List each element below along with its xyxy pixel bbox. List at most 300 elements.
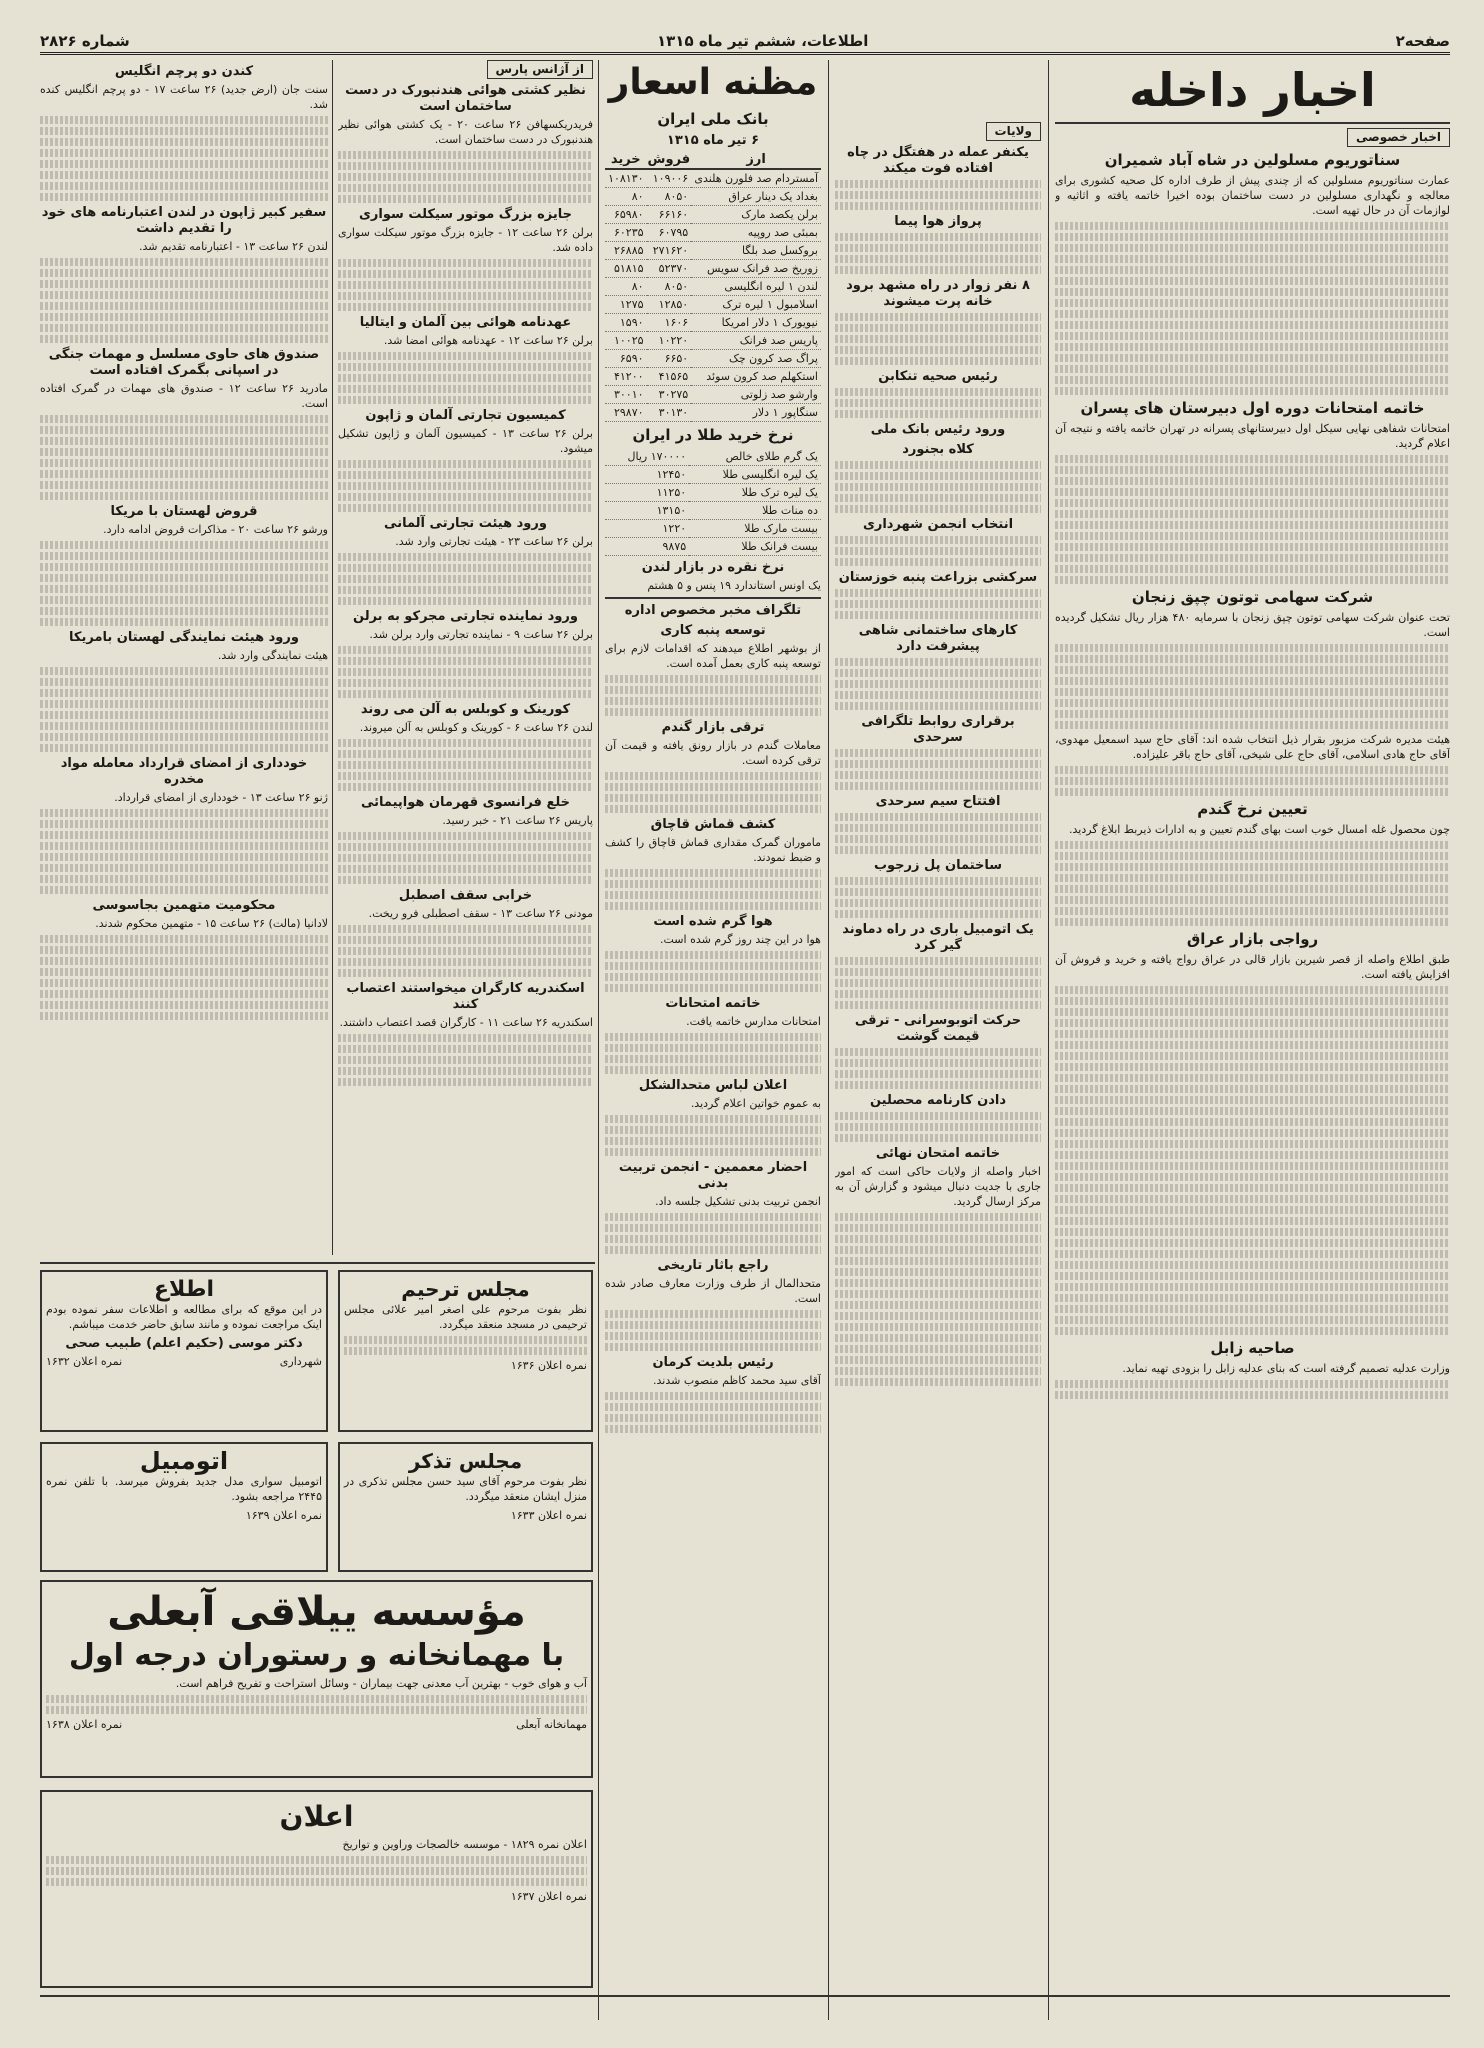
text-line [338, 1056, 593, 1064]
rate-cell: ۳۰۲۷۵ [647, 386, 692, 404]
rate-cell: آمستردام صد فلورن هلندی [691, 169, 821, 188]
telegram-headline: هوا گرم شده است [653, 914, 773, 929]
text-line [605, 1126, 821, 1134]
text-line [605, 1414, 821, 1422]
foreign-headline: خودداری از امضای قرارداد معامله مواد مخدره [60, 756, 308, 787]
memorial-title: مجلس تذکر [408, 1449, 523, 1473]
text-line [605, 1310, 821, 1318]
text-line [338, 958, 593, 966]
rate-row [605, 386, 821, 404]
prov-headline-5: ورود رئیس بانک ملی [870, 422, 1006, 437]
text-line [40, 864, 328, 872]
foreign-headline: قروض لهستان با مریکا [110, 504, 258, 519]
final-title: اعلان [279, 1800, 354, 1833]
telegrams-title: تلگراف مخبر مخصوص اداره [624, 603, 802, 618]
text-line [338, 772, 593, 780]
pars-tag: از آژانس پارس [487, 60, 593, 79]
text-line [338, 292, 593, 300]
pars-text: برلن ۲۶ ساعت ۱۲ - جایزه بزرگ موتور سیکلت سواری داده شد. [338, 226, 593, 254]
bottom-rule [40, 1995, 1450, 1997]
rate-cell: سنگاپور ۱ دلار [691, 404, 821, 422]
text-line [40, 596, 328, 604]
text-line [338, 281, 593, 289]
telegram-headline: اعلان لباس متحدالشکل [638, 1078, 788, 1093]
rate-cell: زوریخ صد فرانک سویس [691, 260, 821, 278]
headline-zabol: صاحیه زابل [1210, 1339, 1295, 1357]
gold-cell: ۱۲۲۰ [605, 520, 689, 538]
rate-cell: برلن یکصد مارک [691, 206, 821, 224]
rate-cell: ۶۰۷۹۵ [647, 224, 692, 242]
text-line [40, 711, 328, 719]
text-line [40, 280, 328, 288]
prov-headline-11: افتتاح سیم سرحدی [875, 794, 1001, 809]
text-line [40, 258, 328, 266]
text-line [40, 875, 328, 883]
text-line [338, 564, 593, 572]
text-line [605, 1055, 821, 1063]
masthead [40, 30, 1450, 55]
gold-cell: یک لیره انگلیسی طلا [689, 466, 821, 484]
rate-cell: ۱۲۸۵۰ [647, 296, 692, 314]
text-founders: هیئت مدیره شرکت مزبور بقرار ذیل انتخاب شده اند: آقای حاج سید اسمعیل مهدوی، آقای حاج هادی اسلامی، آقای حاج علی شیخی، آقای حاج باقر علیزاده. [1055, 733, 1450, 761]
text-line [338, 876, 593, 884]
text-line [338, 385, 593, 393]
headline-zanjan: شرکت سهامی توتون چپق زنجان [1131, 588, 1374, 606]
rate-cell: ۶۶۵۰ [647, 350, 692, 368]
final-number: نمره اعلان ۱۶۳۷ [510, 1890, 587, 1903]
text-line [40, 842, 328, 850]
resort-subtitle: با مهمانخانه و رستوران درجه اول [68, 1638, 565, 1673]
foreign-text: ژنو ۲۶ ساعت ۱۳ - خودداری از امضای قرارداد. [114, 791, 328, 804]
rate-header: خرید [605, 151, 647, 169]
text-line [605, 1033, 821, 1041]
rate-cell: پاریس صد فرانک [691, 332, 821, 350]
rate-cell: بمبئی صد روپیه [691, 224, 821, 242]
text-line [338, 783, 593, 791]
resort-owner: مهمانخانه آبعلی [516, 1718, 587, 1731]
foreign-text: ورشو ۲۶ ساعت ۲۰ - مذاکرات قروض ادامه دارد. [103, 523, 328, 536]
text-line [338, 739, 593, 747]
prov-headline-13: یک اتومبیل باری در راه دماوند گیر کرد [842, 922, 1034, 953]
bank-name: بانک ملی ایران [657, 110, 769, 128]
resort-number: نمره اعلان ۱۶۳۸ [46, 1718, 123, 1731]
text-line [605, 1403, 821, 1411]
pars-headline: ورود هیئت تجارتی آلمانی [384, 516, 547, 531]
telegram-text: به عموم خواتین اعلام گردید. [690, 1097, 821, 1110]
text-line [40, 138, 328, 146]
text-line [40, 831, 328, 839]
domestic-title: اخبار داخله [1129, 63, 1376, 117]
headline-exams: خاتمه امتحانات دوره اول دبیرستان های پسران [1080, 399, 1425, 417]
foreign-headline: ورود هیئت نمایندگی لهستان بامریکا [69, 630, 299, 645]
foreign-text: مادرید ۲۶ ساعت ۱۲ - صندوق های مهمات در گمرک افتاده است. [40, 382, 328, 410]
gold-cell: یک لیره ترک طلا [689, 484, 821, 502]
text-line [338, 195, 593, 203]
rate-cell: ۱۲۷۵ [605, 296, 647, 314]
text-line [338, 363, 593, 371]
section-rule [40, 1262, 595, 1264]
pars-news-list [338, 83, 593, 1086]
pars-text: برلن ۲۶ ساعت ۲۳ - هیئت تجارتی وارد شد. [395, 535, 593, 548]
text-line [40, 415, 328, 423]
text-line [605, 891, 821, 899]
foreign-text: لندن ۲۶ ساعت ۱۳ - اعتبارنامه تقدیم شد. [139, 240, 328, 253]
prov-headline-6: کلاه بجنورد [902, 442, 974, 457]
notice-ad [40, 1270, 328, 1435]
pars-text: برلن ۲۶ ساعت ۹ - نماینده تجارتی وارد برلن شد. [369, 628, 593, 641]
pars-text: مودنی ۲۶ ساعت ۱۳ - سقف اصطبلی فرو ریخت. [368, 907, 593, 920]
text-line [338, 854, 593, 862]
pars-headline: عهدنامه هوائی بین آلمان و ایتالیا [359, 315, 572, 330]
notice-number: نمره اعلان ۱۶۳۲ [46, 1355, 123, 1368]
gold-cell: بیست فرانک طلا [689, 538, 821, 556]
text-line [40, 426, 328, 434]
text-line [338, 750, 593, 758]
text-line [605, 1332, 821, 1340]
pars-text: پاریس ۲۶ ساعت ۲۱ - خبر رسید. [442, 814, 593, 827]
text-line [40, 607, 328, 615]
telegram-text: متحدالمال از طرف وزارت معارف صادر شده است. [605, 1277, 821, 1305]
text-line [605, 1044, 821, 1052]
condolence-title: مجلس ترحیم [401, 1277, 530, 1301]
provinces-column [835, 60, 1041, 2020]
prov-headline-3: ۸ نفر زوار در راه مشهد برود خانه پرت میشوند [846, 278, 1030, 309]
prov-headline-9: کارهای ساختمانی شاهی پیشرفت دارد [858, 623, 1018, 654]
pars-headline: خلع فرانسوی قهرمان هواپیمائی [360, 795, 570, 810]
silver-text: یک اونس استاندارد ۱۹ پنس و ۵ هشتم [647, 579, 821, 592]
text-line [605, 1224, 821, 1232]
text-line [605, 1321, 821, 1329]
rate-cell: ۲۷۱۶۲۰ [647, 242, 692, 260]
rate-row [605, 350, 821, 368]
text-line [605, 1137, 821, 1145]
domestic-column [1055, 60, 1450, 2020]
gold-title: نرخ خرید طلا در ایران [632, 426, 794, 444]
rate-cell: ۱۵۹۰ [605, 314, 647, 332]
text-line [338, 947, 593, 955]
text-line [338, 151, 593, 159]
gold-row [605, 502, 821, 520]
rate-cell: ۱۰۸۱۳۰ [605, 169, 647, 188]
prov-body: اخبار واصله از ولایات حاکی است که امور جاری با جدیت دنبال میشود و گزارش آن به مرکز ارسال گردید. [835, 1165, 1041, 1208]
gold-row [605, 538, 821, 556]
prov-headline-12: ساختمان پل زرجوب [873, 858, 1003, 873]
rate-cell: ۱۶۰۶ [647, 314, 692, 332]
rate-cell: ۲۶۸۸۵ [605, 242, 647, 260]
text-line [40, 1012, 328, 1020]
gold-cell: ۹۸۷۵ [605, 538, 689, 556]
prov-headline-4: رئیس صحیه تنکابن [878, 369, 998, 384]
telegram-headline: توسعه پنبه کاری [660, 623, 766, 638]
prov-headline-8: سرکشی بزراعت پنبه خوزستان [838, 570, 1038, 585]
text-line [605, 973, 821, 981]
notice-text: در این موقع که برای مطالعه و اطلاعات سفر نموده بودم اینک مراجعت نموده و مانند سابق حاضر خدمت میباشم. [46, 1303, 322, 1331]
rate-cell: ۳۰۰۱۰ [605, 386, 647, 404]
rate-row [605, 224, 821, 242]
rate-cell: استکهلم صد کرون سوئد [691, 368, 821, 386]
text-line [605, 708, 821, 716]
issue-number: شماره ۲۸۲۶ [40, 32, 130, 50]
paper-date: اطلاعات، ششم تیر ماه ۱۳۱۵ [656, 32, 869, 50]
telegram-headline: کشف قماش قاچاق [650, 817, 776, 832]
headline-wheat: تعیین نرخ گندم [1197, 800, 1308, 818]
text-line [338, 597, 593, 605]
rate-cell: ۶۶۱۶۰ [647, 206, 692, 224]
text-line [40, 302, 328, 310]
gold-cell: ۱۳۱۵۰ [605, 502, 689, 520]
text-line [40, 946, 328, 954]
telegram-text: امتحانات مدارس خاتمه یافت. [686, 1015, 821, 1028]
text-line [338, 969, 593, 977]
telegram-text: انجمن تربیت بدنی تشکیل جلسه داد. [655, 1195, 821, 1208]
text-line [605, 783, 821, 791]
text-line [40, 678, 328, 686]
text-line [40, 541, 328, 549]
text-line [338, 482, 593, 490]
text-line [605, 675, 821, 683]
rate-cell: اسلامبول ۱ لیره ترک [691, 296, 821, 314]
text-line [605, 902, 821, 910]
car-title: اتومبیل [139, 1447, 229, 1475]
pars-text: برلن ۲۶ ساعت ۱۲ - عهدنامه هوائی امضا شد. [383, 334, 593, 347]
rate-cell: ۶۵۹۰ [605, 350, 647, 368]
rate-cell: بروکسل صد بلگا [691, 242, 821, 260]
foreign-news-list [40, 64, 328, 1020]
rate-row [605, 314, 821, 332]
rate-cell: پراگ صد کرون چک [691, 350, 821, 368]
gold-cell: ده منات طلا [689, 502, 821, 520]
rate-cell: ۱۰۲۲۰ [647, 332, 692, 350]
foreign-text: هیئت نمایندگی وارد شد. [217, 649, 328, 662]
text-line [605, 697, 821, 705]
rate-cell: لندن ۱ لیره انگلیسی [691, 278, 821, 296]
prices-title: مظنه اسعار [608, 62, 818, 103]
pars-headline: اسکندریه کارگران میخواستند اعتصاب کنند [346, 981, 585, 1012]
gold-row [605, 466, 821, 484]
text-line [338, 657, 593, 665]
text-line [40, 182, 328, 190]
rate-cell: ۳۰۱۳۰ [647, 404, 692, 422]
text-wheat: چون محصول غله امسال خوب است بهای گندم تعیین و به ادارات ذیربط ابلاغ گردید. [1069, 823, 1450, 836]
text-line [338, 471, 593, 479]
text-line [605, 794, 821, 802]
text-line [40, 733, 328, 741]
text-line [40, 324, 328, 332]
text-line [338, 396, 593, 404]
memorial-number: نمره اعلان ۱۶۳۳ [510, 1509, 587, 1522]
pars-headline: خرابی سقف اصطبل [398, 888, 533, 903]
pars-headline: کمیسیون تجارتی آلمان و ژاپون [365, 408, 566, 423]
silver-title: نرخ نقره در بازار لندن [641, 560, 785, 575]
telegram-headline: خاتمه امتحانات [665, 996, 761, 1011]
rate-row [605, 206, 821, 224]
text-line [40, 968, 328, 976]
gold-row [605, 520, 821, 538]
text-line [338, 1078, 593, 1086]
text-line [605, 951, 821, 959]
rate-row [605, 296, 821, 314]
text-line [40, 689, 328, 697]
rate-row [605, 278, 821, 296]
exchange-rates-table [605, 151, 821, 422]
text-line [338, 303, 593, 311]
text-line [605, 869, 821, 877]
newspaper-page [40, 30, 1450, 2025]
rate-header: فروش [647, 152, 691, 167]
telegram-headline: راجع باثار تاریخی [657, 1258, 769, 1273]
notice-signature: دکتر موسی (حکیم اعلم) طبیب صحی [65, 1336, 303, 1351]
pars-column [338, 60, 593, 1255]
prices-date: ۶ تیر ماه ۱۳۱۵ [666, 133, 760, 148]
text-line [40, 492, 328, 500]
text-line [605, 1066, 821, 1074]
rate-cell: ۵۱۸۱۵ [605, 260, 647, 278]
foreign-headline: سفیر کبیر ژاپون در لندن اعتبارنامه های خود را تقدیم داشت [41, 205, 327, 236]
text-line [338, 646, 593, 654]
text-line [605, 686, 821, 694]
text-line [40, 886, 328, 894]
car-number: نمره اعلان ۱۶۳۹ [245, 1509, 322, 1522]
text-line [40, 470, 328, 478]
gold-row [605, 484, 821, 502]
text-line [40, 574, 328, 582]
text-line [40, 979, 328, 987]
text-line [40, 744, 328, 752]
notice-office: شهرداری [279, 1355, 322, 1368]
text-line [605, 880, 821, 888]
text-line [338, 352, 593, 360]
text-line [338, 173, 593, 181]
text-line [40, 481, 328, 489]
text-line [40, 820, 328, 828]
text-line [338, 1034, 593, 1042]
text-line [338, 925, 593, 933]
rate-cell: وارشو صد زلوتی [691, 386, 821, 404]
text-line [338, 843, 593, 851]
pars-headline: کورینک و کوبلس به آلن می روند [360, 702, 571, 717]
rate-cell: نیویورک ۱ دلار امریکا [691, 314, 821, 332]
pars-text: اسکندریه ۲۶ ساعت ۱۱ - کارگران قصد اعتصاب داشتند. [339, 1016, 593, 1029]
text-line [338, 690, 593, 698]
prov-headline-15: دادن کارنامه محصلین [869, 1093, 1007, 1108]
rate-cell: ۸۰ [605, 188, 647, 206]
foreign-headline: کندن دو پرچم انگلیس [114, 64, 254, 79]
text-line [605, 1148, 821, 1156]
text-line [40, 160, 328, 168]
column-rule [828, 60, 829, 2020]
rate-cell: ۸۰۵۰ [647, 278, 692, 296]
text-line [605, 805, 821, 813]
text-line [40, 1001, 328, 1009]
rate-row [605, 404, 821, 422]
pars-headline: جایزه بزرگ موتور سیکلت سواری [359, 207, 572, 222]
condolence-ad [338, 1270, 593, 1435]
text-line [605, 1392, 821, 1400]
rate-row [605, 188, 821, 206]
text-line [605, 1115, 821, 1123]
column-rule [598, 60, 599, 2020]
rate-cell: ۶۰۲۳۵ [605, 224, 647, 242]
text-line [605, 1235, 821, 1243]
text-line [605, 1213, 821, 1221]
text-line [338, 374, 593, 382]
rate-row [605, 169, 821, 188]
gold-cell: ۱۲۴۵۰ [605, 466, 689, 484]
condolence-number: نمره اعلان ۱۶۳۶ [510, 1359, 587, 1372]
text-line [338, 575, 593, 583]
text-sanatorium: عمارت سناتوریوم مسلولین که از چندی پیش از طرف اداره کل صحیه کشوری برای معالجه و نگهداری مسلولین در دست ساختمان بوده اخیرا خاتمه یافته و اثاثیه و لوازمات آن در حال تهیه است. [1055, 174, 1450, 217]
pars-headline: ورود نماینده تجارتی مجرکو به برلن [353, 609, 578, 624]
text-line [605, 1246, 821, 1254]
gold-cell: ۱۱۲۵۰ [605, 484, 689, 502]
foreign-text: سنت جان (ارض جدید) ۲۶ ساعت ۱۷ - دو پرچم انگلیس کنده شد. [40, 83, 328, 111]
text-line [40, 935, 328, 943]
resort-ad [40, 1580, 593, 1780]
text-line [40, 313, 328, 321]
text-line [40, 957, 328, 965]
telegram-text: آقای سید محمد کاظم منصوب شدند. [653, 1374, 821, 1387]
rate-cell: ۱۰۹۰۰۶ [647, 169, 692, 188]
text-line [40, 667, 328, 675]
text-line [605, 772, 821, 780]
text-line [40, 563, 328, 571]
text-line [338, 936, 593, 944]
memorial-text: نظر بفوت مرحوم آقای سید حسن مجلس تذکری در منزل ایشان منعقد میگردد. [344, 1475, 587, 1503]
final-text: اعلان نمره ۱۸۲۹ - موسسه خالصجات وراوین و تواریخ [342, 1838, 587, 1851]
text-line [40, 437, 328, 445]
text-exams: امتحانات شفاهی نهایی سیکل اول دبیرستانهای پسرانه در تهران خاتمه یافته و نتیجه آن اعلام گردید. [1055, 422, 1450, 450]
text-line [338, 184, 593, 192]
telegram-text: ماموران گمرک مقداری قماش قاچاق را کشف و ضبط نمودند. [605, 836, 821, 864]
text-line [40, 618, 328, 626]
resort-title: مؤسسه ییلاقی آبعلی [107, 1589, 526, 1635]
telegram-headline: احضار معممین - انجمن تربیت بدنی [618, 1160, 808, 1191]
text-line [338, 761, 593, 769]
page-label: صفحه۲ [1395, 32, 1450, 50]
prov-headline-7: انتخاب انجمن شهرداری [862, 517, 1014, 532]
rate-cell: ۱۰۰۲۵ [605, 332, 647, 350]
text-line [338, 586, 593, 594]
text-line [605, 962, 821, 970]
rate-cell: ۴۱۲۰۰ [605, 368, 647, 386]
column-rule [332, 60, 333, 1255]
column-rule [1048, 60, 1049, 2020]
rate-row [605, 242, 821, 260]
text-line [40, 335, 328, 343]
rate-cell: ۶۵۹۸۰ [605, 206, 647, 224]
text-line [338, 679, 593, 687]
rate-cell: ۲۹۸۷۰ [605, 404, 647, 422]
notice-title: اطلاع [154, 1277, 214, 1302]
text-line [605, 1343, 821, 1351]
text-line [40, 291, 328, 299]
rate-cell: ۵۲۳۷۰ [647, 260, 692, 278]
telegram-text: از بوشهر اطلاع میدهند که اقدامات لازم برای توسعه پنبه کاری بعمل آمده است. [605, 642, 821, 670]
text-line [338, 270, 593, 278]
gold-row [605, 448, 821, 466]
gold-cell: یک گرم طلای خالص [689, 448, 821, 466]
telegram-list [605, 623, 821, 1433]
car-text: اتومبیل سواری مدل جدید بفروش میرسد. با تلفن نمره ۲۴۴۵ مراجعه بشود. [46, 1475, 322, 1503]
text-line [338, 832, 593, 840]
foreign-column [40, 60, 328, 1255]
text-line [40, 171, 328, 179]
prices-column [605, 60, 821, 2020]
foreign-headline: محکومیت متهمین بجاسوسی [92, 898, 276, 913]
text-line [338, 865, 593, 873]
text-zanjan: تحت عنوان شرکت سهامی توتون چپق زنجان با سرمایه ۴۸۰ هزار ریال تشکیل گردیده است. [1055, 611, 1450, 639]
text-line [338, 460, 593, 468]
